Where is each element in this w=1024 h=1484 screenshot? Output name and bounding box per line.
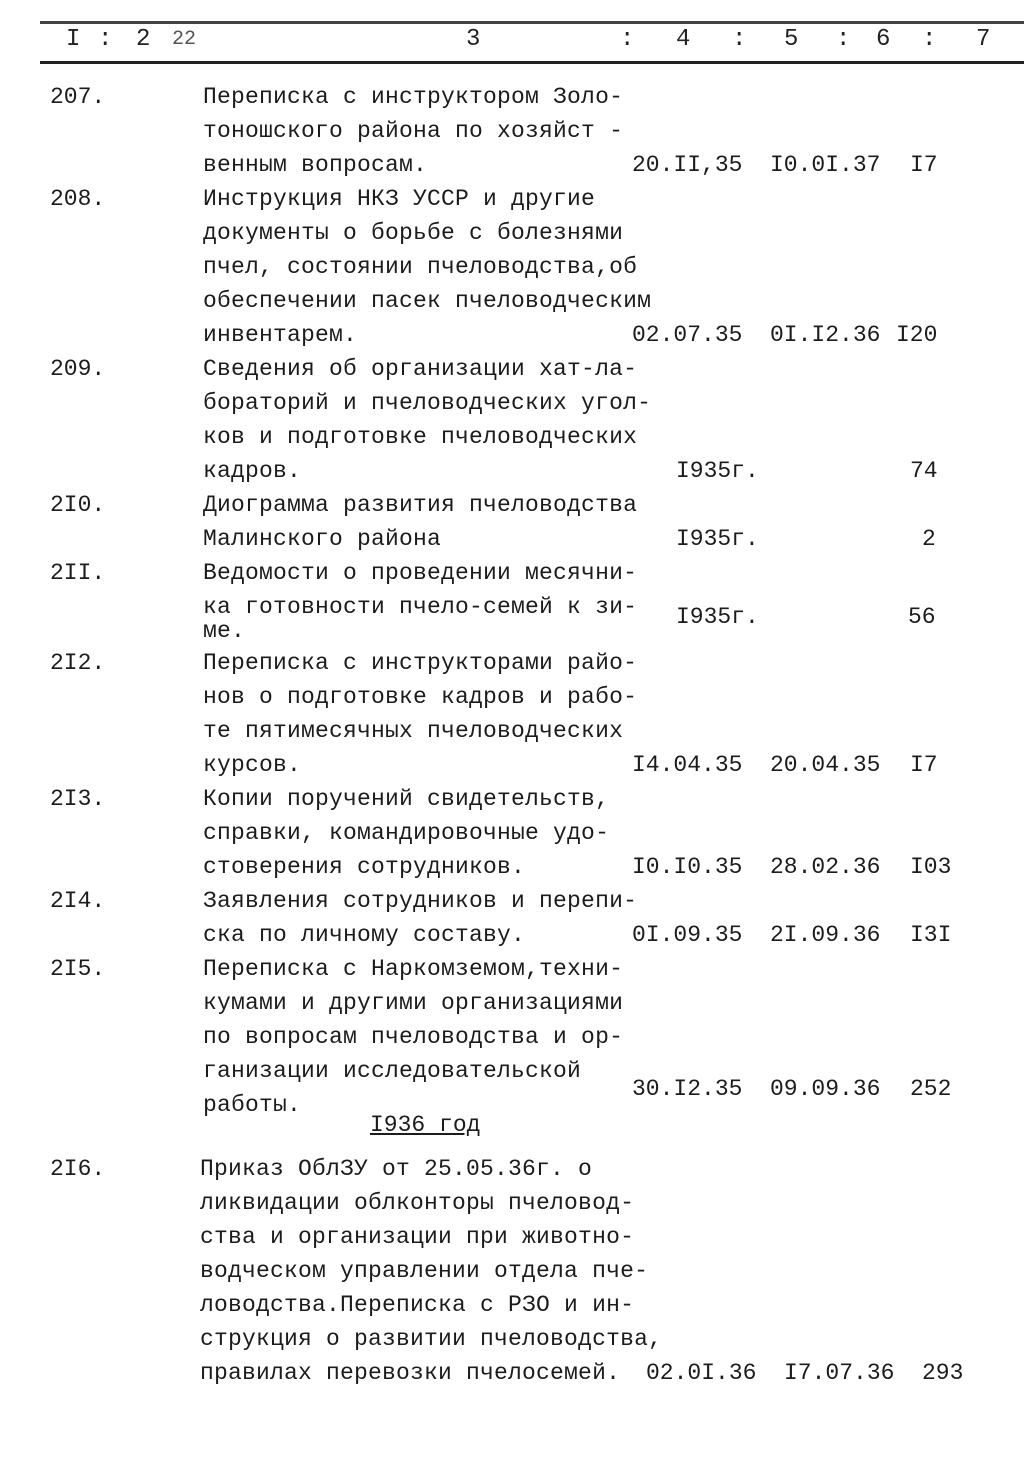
- entry-end-date: 20.04.35: [770, 752, 881, 778]
- entry-title-line: ганизации исследовательской: [203, 1058, 582, 1084]
- col-sep: :: [620, 26, 635, 53]
- entry-start-date: I4.04.35: [632, 752, 743, 778]
- col-header-overtyped: 22: [172, 28, 197, 51]
- entry-title-line: Ведомости о проведении месячни-: [203, 560, 638, 586]
- entry-sheet-count: 293: [922, 1360, 964, 1386]
- entry-title-line: Заявления сотрудников и перепи-: [203, 888, 638, 914]
- entry-title-line: Переписка с Наркомземом,техни-: [203, 956, 624, 982]
- entry-end-date: I7.07.36: [784, 1360, 895, 1386]
- entry-title-line: нов о подготовке кадров и рабо-: [203, 684, 638, 710]
- entry-end-date: 2I.09.36: [770, 922, 881, 948]
- entry-title-line: Переписка с инструктором Золо-: [203, 84, 624, 110]
- entry-title-line: ков и подготовке пчеловодческих: [203, 424, 638, 450]
- entry-number: 207.: [50, 84, 106, 110]
- entry-end-date: 0I.I2.36: [770, 322, 881, 348]
- entry-title-line: по вопросам пчеловодства и ор-: [203, 1024, 624, 1050]
- entry-number: 2I0.: [50, 492, 106, 518]
- entry-end-date: 09.09.36: [770, 1076, 881, 1102]
- entry-number: 2I5.: [50, 956, 106, 982]
- entry-title-line: документы о борьбе с болезнями: [203, 220, 624, 246]
- entry-number: 2I3.: [50, 786, 106, 812]
- entry-title-line: бораторий и пчеловодческих угол-: [203, 390, 652, 416]
- col-header-5: 5: [784, 26, 799, 53]
- entry-start-date: I935г.: [676, 458, 759, 484]
- entry-title-line: кадров.: [203, 458, 302, 484]
- entry-sheet-count: I03: [910, 854, 952, 880]
- entry-title-line: работы.: [203, 1092, 302, 1118]
- entry-title-line: кумами и другими организациями: [203, 990, 624, 1016]
- entry-sheet-count: 2: [922, 526, 936, 552]
- entry-number: 2I2.: [50, 650, 106, 676]
- entry-number: 208.: [50, 186, 106, 212]
- entry-title-line: ме.: [203, 618, 246, 644]
- entry-start-date: 0I.09.35: [632, 922, 743, 948]
- entry-title-line: ликвидации облконторы пчеловод-: [200, 1190, 635, 1216]
- entry-end-date: I0.0I.37: [770, 152, 881, 178]
- col-header-6: 6: [876, 26, 891, 53]
- entry-sheet-count: 252: [910, 1076, 952, 1102]
- entry-start-date: 02.0I.36: [646, 1360, 757, 1386]
- header-bottom-rule: [40, 61, 1024, 64]
- entry-title-line: обеспечении пасек пчеловодческим: [203, 288, 652, 314]
- col-header-3: 3: [466, 26, 481, 53]
- entry-title-line: инвентарем.: [203, 322, 358, 348]
- entry-title-line: ка готовности пчело-семей к зи-: [203, 594, 638, 620]
- entry-number: 2II.: [50, 560, 106, 586]
- col-header-2: 2: [136, 26, 151, 53]
- entry-start-date: 30.I2.35: [632, 1076, 743, 1102]
- entry-title-line: справки, командировочные удо-: [203, 820, 610, 846]
- entry-title-line: Переписка с инструкторами райо-: [203, 650, 638, 676]
- entry-title-line: правилах перевозки пчелосемей.: [200, 1360, 621, 1386]
- entry-title-line: Копии поручений свидетельств,: [203, 786, 610, 812]
- entry-sheet-count: I3I: [910, 922, 952, 948]
- entry-start-date: I0.I0.35: [632, 854, 743, 880]
- section-heading-year: I936 год: [370, 1112, 481, 1138]
- col-header-1: I: [66, 26, 81, 53]
- entry-title-line: Инструкция НКЗ УССР и другие: [203, 186, 596, 212]
- entry-sheet-count: 74: [910, 458, 938, 484]
- entry-number: 2I6.: [50, 1156, 106, 1182]
- entry-title-line: стоверения сотрудников.: [203, 854, 526, 880]
- entry-number: 2I4.: [50, 888, 106, 914]
- entry-start-date: 02.07.35: [632, 322, 743, 348]
- entry-title-line: Сведения об организации хат-ла-: [203, 356, 638, 382]
- entry-title-line: те пятимесячных пчеловодческих: [203, 718, 624, 744]
- entry-sheet-count: 56: [908, 604, 936, 630]
- col-sep: :: [98, 26, 113, 53]
- entry-title-line: струкция о развитии пчеловодства,: [200, 1326, 663, 1352]
- entry-start-date: 20.II,35: [632, 152, 743, 178]
- col-sep: :: [922, 26, 937, 53]
- col-sep: :: [732, 26, 747, 53]
- col-sep: :: [836, 26, 851, 53]
- entry-number: 209.: [50, 356, 106, 382]
- entry-title-line: ства и организации при животно-: [200, 1224, 635, 1250]
- entry-sheet-count: I7: [910, 752, 938, 778]
- entry-title-line: ска по личному составу.: [203, 922, 526, 948]
- entry-title-line: тоношского района по хозяйст -: [203, 118, 624, 144]
- entry-end-date: 28.02.36: [770, 854, 881, 880]
- entry-sheet-count: I7: [910, 152, 938, 178]
- entry-title-line: курсов.: [203, 752, 302, 778]
- entry-title-line: Малинского района: [203, 526, 442, 552]
- col-header-4: 4: [676, 26, 691, 53]
- entry-title-line: Диограмма развития пчеловодства: [203, 492, 638, 518]
- entry-title-line: водческом управлении отдела пче-: [200, 1258, 649, 1284]
- entry-start-date: I935г.: [676, 526, 759, 552]
- entry-title-line: пчел, состоянии пчеловодства,об: [203, 254, 638, 280]
- entry-title-line: Приказ ОблЗУ от 25.05.36г. о: [200, 1156, 593, 1182]
- entry-sheet-count: I20: [896, 322, 938, 348]
- entry-start-date: I935г.: [676, 604, 759, 630]
- entry-title-line: венным вопросам.: [203, 152, 428, 178]
- entry-title-line: ловодства.Переписка с РЗО и ин-: [200, 1292, 635, 1318]
- col-header-7: 7: [976, 26, 991, 53]
